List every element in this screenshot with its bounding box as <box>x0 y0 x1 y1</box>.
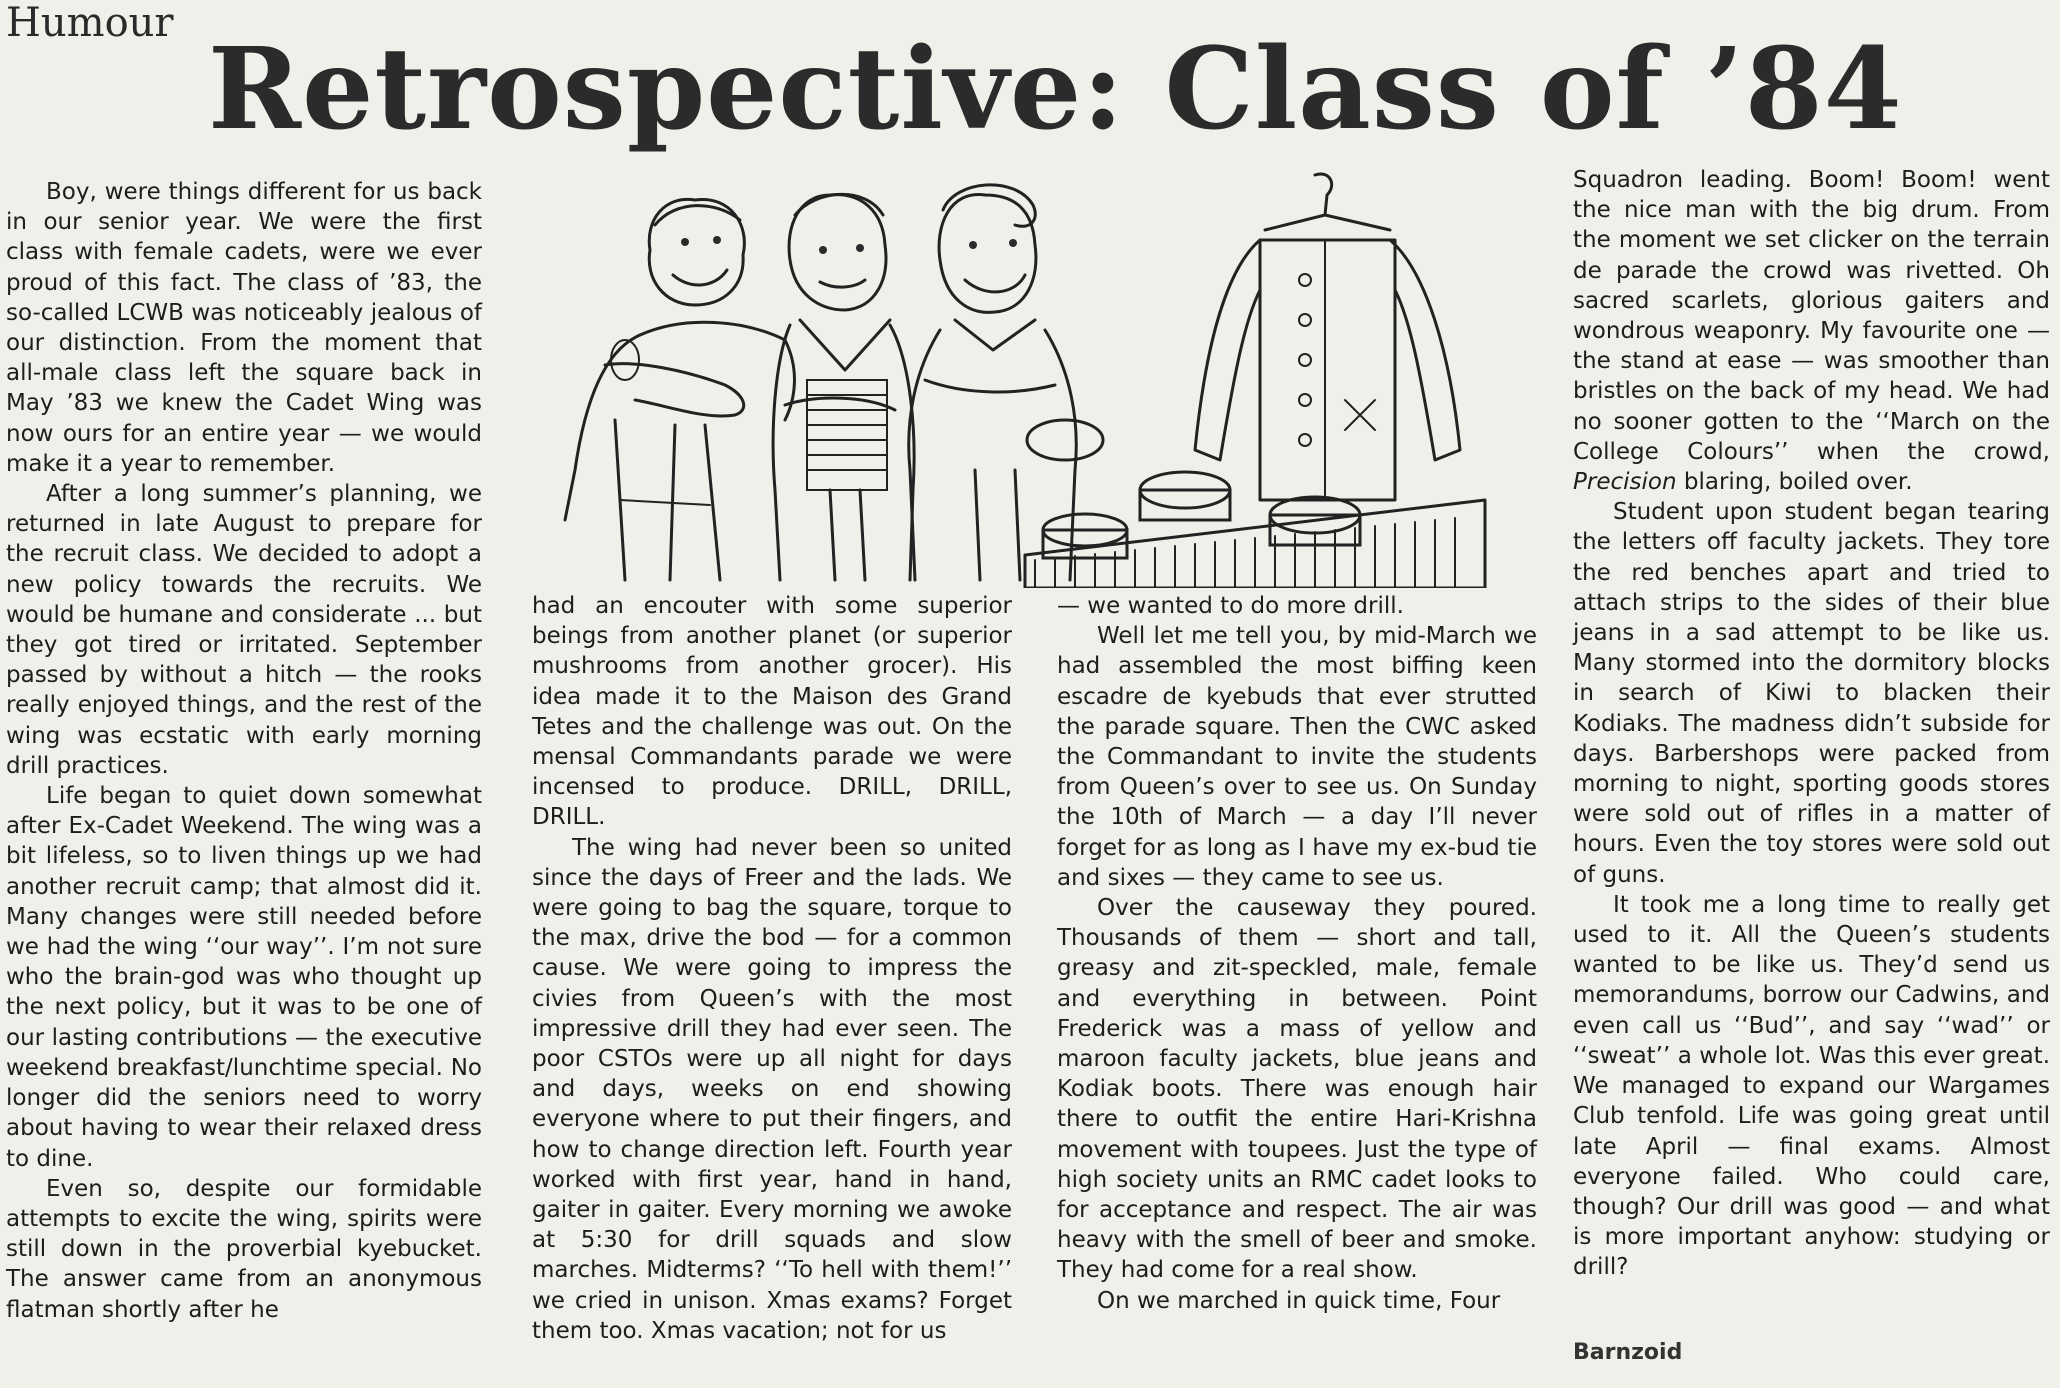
paragraph: Student upon student began tearing the letters off faculty jackets. They tore the red benches apart and tried to attach strips to the sides of their blue jeans in a sad attempt to be like us. Many stormed into the dormitory blocks in search of Kiwi to blacken their Kodiaks. The madness didn’t subside for days. Barbershops were packed from morning to night, sporting goods stores were sold out of rifles in a matter of hours. Even the toy stores were sold out of guns. <box>1573 499 2050 888</box>
paragraph: Life began to quiet down somewhat after Ex-Cadet Weekend. The wing was a bit lifeless, so to liven things up we had another recruit camp; that almost did it. Many changes were still needed before we had the wing ‘‘our way’’. I’m not sure who the brain-god was who thought up the next policy, but it was to be one of our lasting contributions — the executive weekend breakfast/lunchtime special. No longer did the seniors need to worry about having to wear their relaxed dress to dine. <box>6 783 482 1172</box>
author-signature: Barnzoid <box>1573 1340 1683 1365</box>
paragraph: Over the causeway they poured. Thousands of them — short and tall, greasy and zit-speckled, male, female and everything in between. Point Frederick was a mass of yellow and maroon faculty jackets, blue jeans and Kodiak boots. There was enough hair there to outfit the entire Hari-Krishna movement with toupees. Just the type of high society units an RMC cadet looks to for acceptance and respect. The air was heavy with the smell of beer and smoke. They had come for a real show. <box>1057 895 1537 1284</box>
paragraph-text: blaring, boiled over. <box>1683 469 1913 496</box>
cartoon-illustration-icon <box>545 170 1490 588</box>
article-column-1 <box>6 177 482 1325</box>
paragraph: The wing had never been so united since the days of Freer and the lads. We were going to bag the square, torque to the max, drive the bod — for a common cause. We were going to impress the civies from Queen’s with the most impressive drill they had ever seen. The poor CSTOs were up all night for days and days, weeks on end showing everyone where to put their fingers, and how to change direction left. Fourth year worked with first year, hand in hand, gaiter in gaiter. Every morning we awoke at 5:30 for drill squads and slow marches. Midterms? ‘‘To hell with them!’’ we cried in unison. Xmas exams? Forget them too. Xmas vacation; not for us <box>532 834 1012 1344</box>
scarlet-tunic-icon <box>1195 174 1460 500</box>
article-column-3 <box>1057 591 1537 1316</box>
paragraph-text: Squadron leading. Boom! Boom! went the nice man with the big drum. From the moment we set clicker on the terrain de parade the crowd was rivetted. Oh sacred scarlets, glorious gaiters and wondrous weaponry. My favourite one — the stand at ease — was smoother than bristles on the back of my head. We had no sooner gotten to the ‘‘March on the College Colours’’ when the crowd, <box>1573 167 2050 465</box>
curling-stones-icon <box>1043 472 1360 558</box>
paragraph <box>1573 165 2050 497</box>
italic-word: Precision <box>1573 469 1677 496</box>
section-label: Humour <box>6 0 174 46</box>
paragraph: Even so, despite our formidable attempts to excite the wing, spirits were still down in the proverbial kyebucket. The answer came from an anonymous flatman shortly after he <box>6 1175 482 1323</box>
cadet-figure-right-icon <box>909 185 1103 580</box>
headline: Retrospective: Class of ’84 <box>208 24 1903 155</box>
paragraph: had an encouter with some superior beings from another planet (or superior mushrooms from another grocer). His idea made it to the Maison des Grand Tetes and the challenge was out. On the mensal Commandants parade we were incensed to produce. DRILL, DRILL, DRILL. <box>532 593 1012 831</box>
article-column-2 <box>532 591 1012 1346</box>
paragraph: — we wanted to do more drill. <box>1057 593 1404 619</box>
article-column-4 <box>1573 165 2050 1283</box>
cadet-figure-left-icon <box>565 199 794 580</box>
paragraph: After a long summer’s planning, we returned in late August to prepare for the recruit class. We decided to adopt a new policy towards the recruits. We would be humane and considerate ... but they got tired or irritated. September passed by without a hitch — the rooks really enjoyed things, and the rest of the wing was ecstatic with early morning drill practices. <box>6 481 482 779</box>
paragraph: It took me a long time to really get used to it. All the Queen’s students wanted to be like us. They’d send us memorandums, borrow our Cadwins, and even call us ‘‘Bud’’, and say ‘‘wad’’ or ‘‘sweat’’ a whole lot. Was this ever great. We managed to expand our Wargames Club tenfold. Life was going great until late April — final exams. Almost everyone failed. Who could care, though? Our drill was good — and what is more important anyhow: studying or drill? <box>1573 891 2050 1281</box>
paragraph: On we marched in quick time, Four <box>1097 1287 1501 1314</box>
paragraph: Boy, were things different for us back in our senior year. We were the first class with female cadets, were we ever proud of this fact. The class of ’83, the so-called LCWB was noticeably jealous of our distinction. From the moment that all-male class left the square back in May ’83 we knew the Cadet Wing was now ours for an entire year — we would make it a year to remember. <box>6 179 482 477</box>
paragraph: Well let me tell you, by mid-March we had assembled the most biffing keen escadre de kyebuds that ever strutted the parade square. Then the CWC asked the Commandant to invite the students from Queen’s over to see us. On Sunday the 10th of March — a day I’ll never forget for as long as I have my ex-bud tie and sixes — they came to see us. <box>1057 623 1537 891</box>
